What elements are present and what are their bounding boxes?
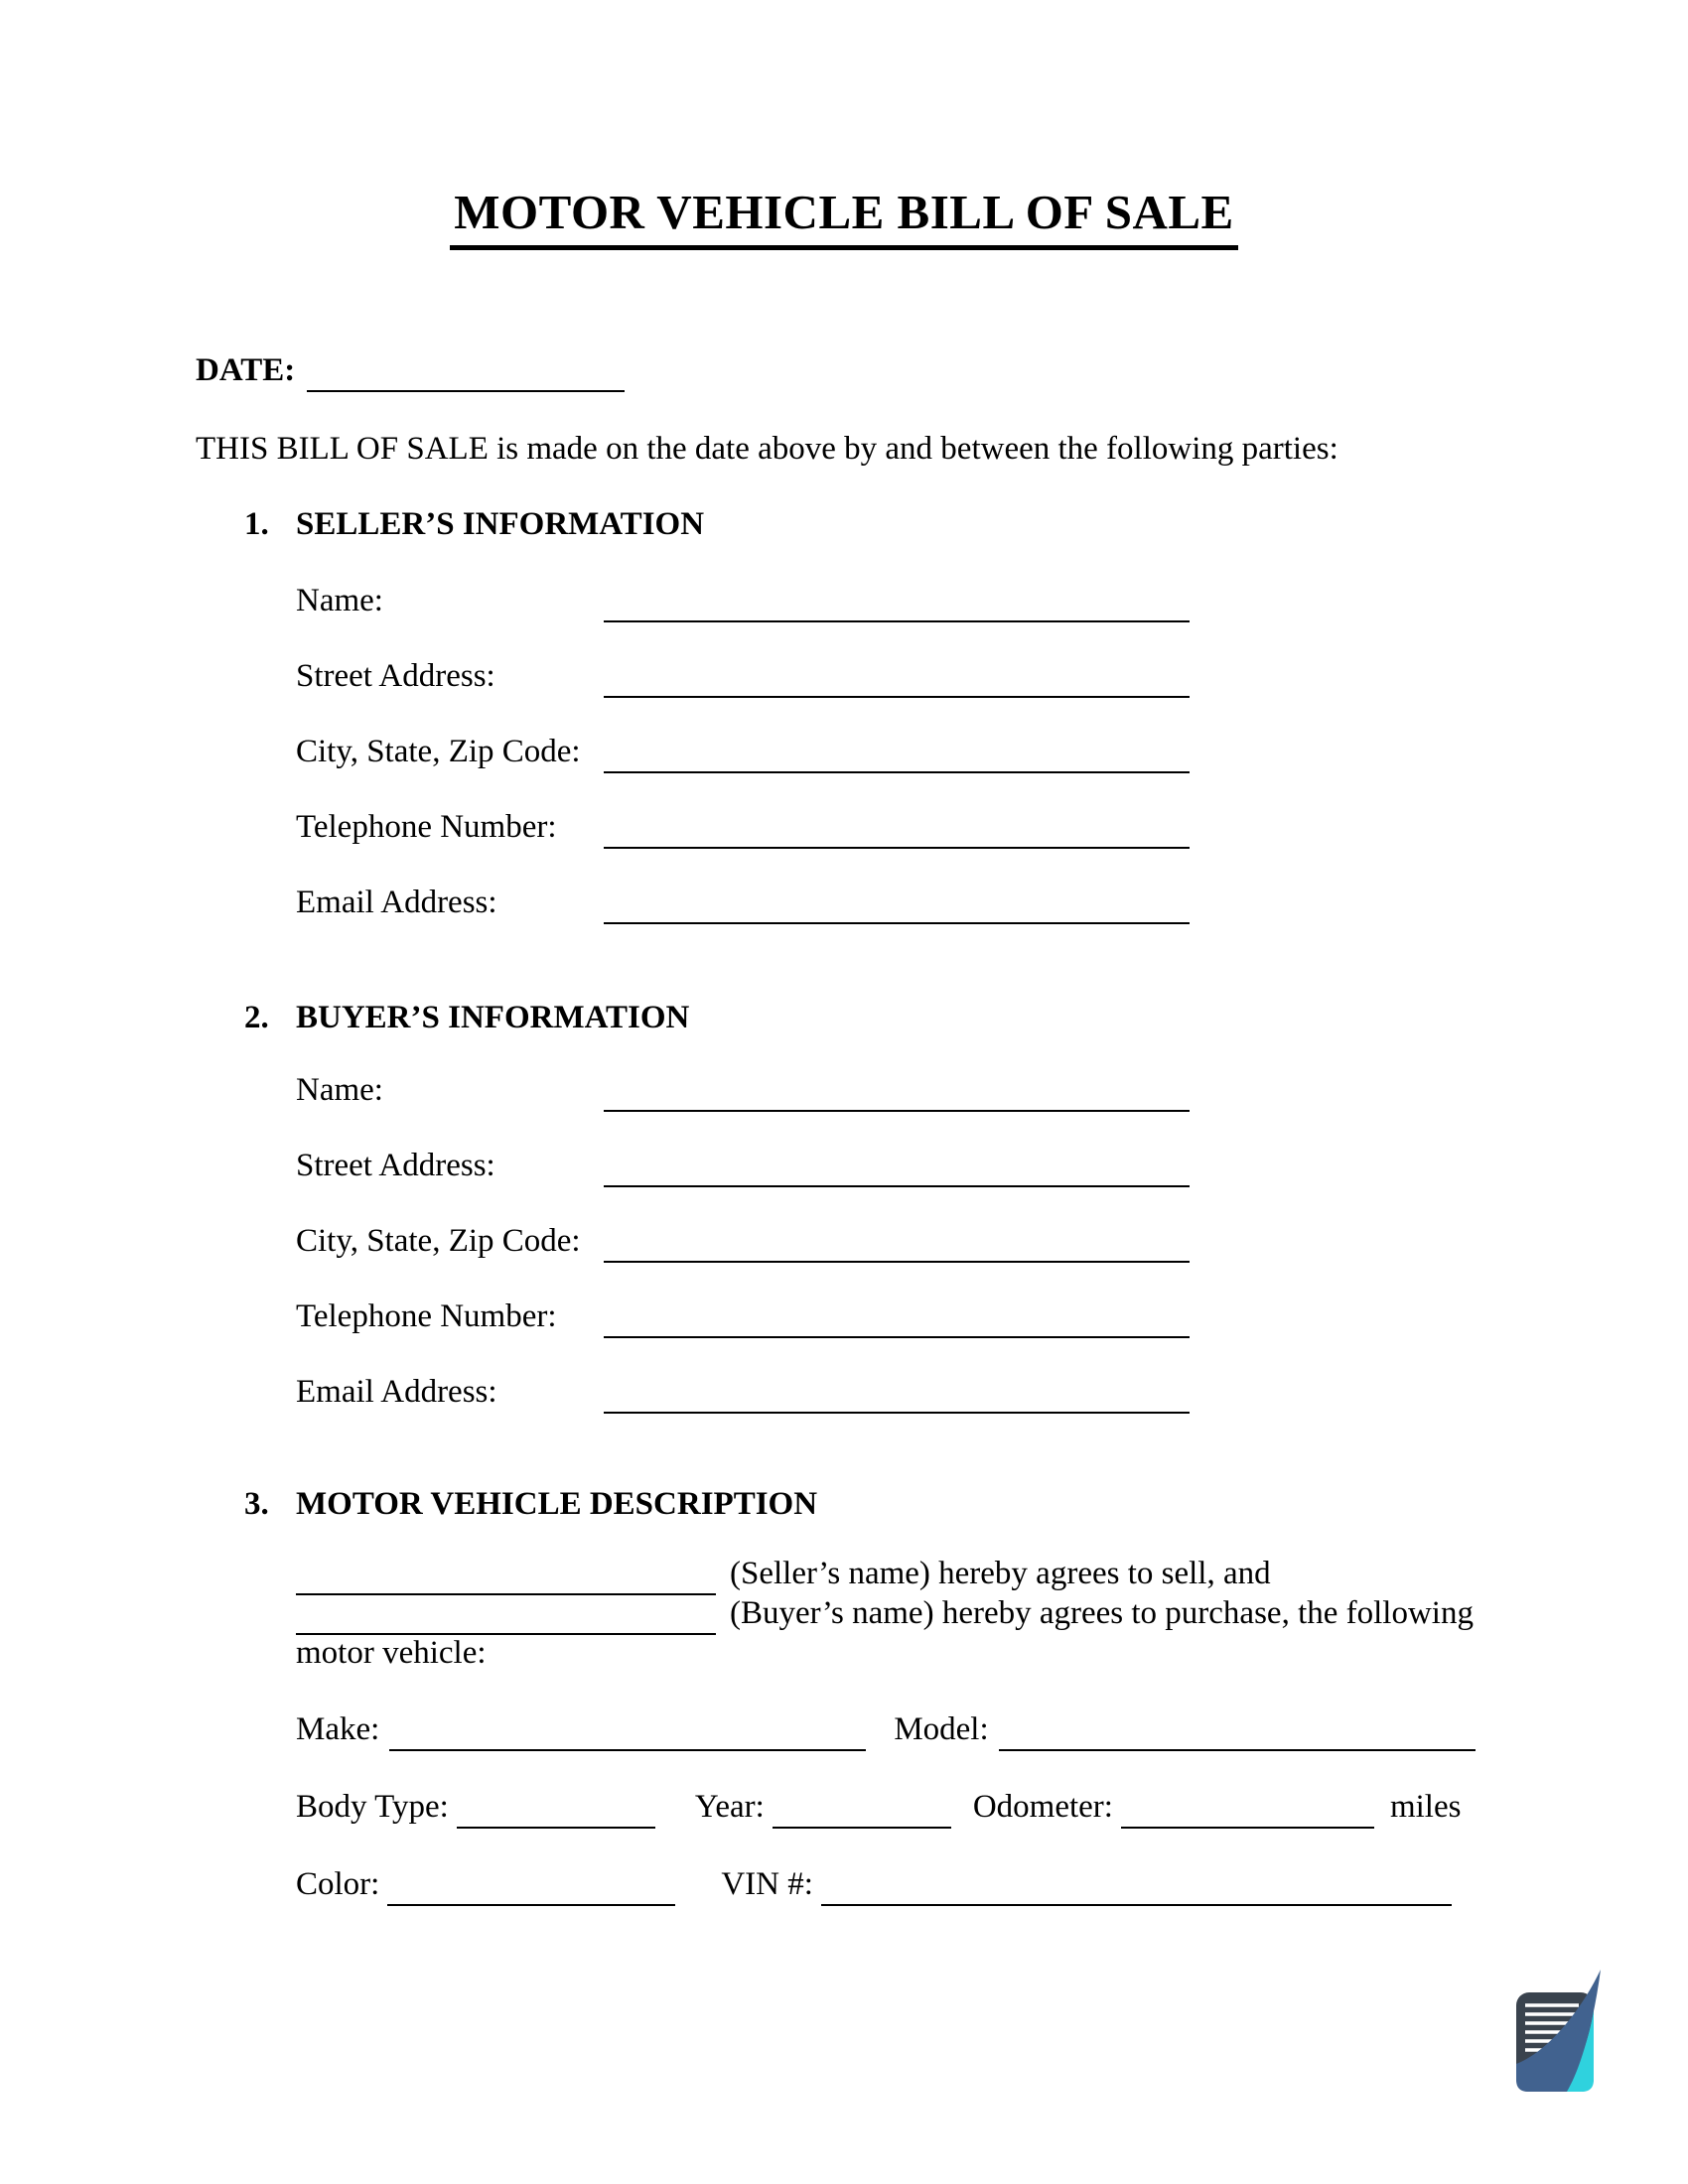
year-blank[interactable] xyxy=(773,1787,951,1829)
odometer-blank[interactable] xyxy=(1121,1787,1374,1829)
make-model-row xyxy=(296,1709,1476,1751)
color-label: Color: xyxy=(296,1866,380,1902)
model-label: Model: xyxy=(894,1711,989,1747)
buyer-email-row xyxy=(296,1372,1190,1414)
agreement-buyer-text: (Buyer’s name) hereby agrees to purchase, the following xyxy=(730,1595,1474,1631)
seller-email-label: Email Address: xyxy=(296,885,497,920)
date-label: DATE: xyxy=(196,352,296,388)
seller-street-label: Street Address: xyxy=(296,658,495,694)
agreement-buyer-line xyxy=(296,1593,1474,1635)
document-title-wrap xyxy=(0,182,1688,250)
document-title: MOTOR VEHICLE BILL OF SALE xyxy=(450,182,1237,250)
vin-label: VIN #: xyxy=(721,1866,813,1902)
section-3-header xyxy=(244,1484,817,1524)
buyer-phone-row xyxy=(296,1297,1190,1338)
seller-name-row xyxy=(296,581,1190,622)
section-1-title: SELLER’S INFORMATION xyxy=(296,506,705,542)
buyer-phone-blank[interactable] xyxy=(604,1297,1190,1338)
seller-street-blank[interactable] xyxy=(604,656,1190,698)
seller-city-blank[interactable] xyxy=(604,732,1190,773)
color-vin-row xyxy=(296,1864,1452,1906)
agreement-seller-text: (Seller’s name) hereby agrees to sell, and xyxy=(730,1556,1271,1591)
agreement-buyer-name-blank[interactable] xyxy=(296,1593,716,1635)
body-type-label: Body Type: xyxy=(296,1789,449,1825)
agreement-motor-vehicle-text: motor vehicle: xyxy=(296,1635,487,1671)
seller-street-row xyxy=(296,656,1190,698)
intro-paragraph: THIS BILL OF SALE is made on the date above by and between the following parties: xyxy=(196,431,1338,467)
buyer-phone-label: Telephone Number: xyxy=(296,1298,557,1334)
section-2-header xyxy=(244,998,689,1037)
buyer-email-blank[interactable] xyxy=(604,1372,1190,1414)
section-1-header xyxy=(244,504,704,544)
buyer-name-row xyxy=(296,1070,1190,1112)
seller-phone-blank[interactable] xyxy=(604,807,1190,849)
seller-name-blank[interactable] xyxy=(604,581,1190,622)
vin-blank[interactable] xyxy=(821,1864,1452,1906)
make-label: Make: xyxy=(296,1711,380,1747)
miles-label: miles xyxy=(1389,1789,1462,1825)
body-year-odometer-row xyxy=(296,1787,1461,1829)
formspal-logo xyxy=(1515,1968,1605,2095)
seller-name-label: Name: xyxy=(296,583,383,618)
odometer-label: Odometer: xyxy=(972,1789,1113,1825)
seller-phone-row xyxy=(296,807,1190,849)
buyer-city-row xyxy=(296,1221,1190,1263)
buyer-city-label: City, State, Zip Code: xyxy=(296,1223,581,1259)
model-blank[interactable] xyxy=(999,1709,1476,1751)
buyer-street-row xyxy=(296,1146,1190,1187)
color-blank[interactable] xyxy=(387,1864,675,1906)
date-row xyxy=(196,350,625,392)
seller-email-blank[interactable] xyxy=(604,883,1190,924)
buyer-email-label: Email Address: xyxy=(296,1374,497,1410)
body-type-blank[interactable] xyxy=(457,1787,655,1829)
agreement-seller-name-blank[interactable] xyxy=(296,1554,716,1595)
seller-email-row xyxy=(296,883,1190,924)
section-1-number: 1. xyxy=(244,506,269,542)
buyer-street-label: Street Address: xyxy=(296,1148,495,1183)
section-2-title: BUYER’S INFORMATION xyxy=(296,1000,690,1035)
make-blank[interactable] xyxy=(389,1709,866,1751)
section-3-number: 3. xyxy=(244,1486,269,1522)
buyer-name-blank[interactable] xyxy=(604,1070,1190,1112)
section-2-number: 2. xyxy=(244,1000,269,1035)
agreement-seller-line xyxy=(296,1554,1271,1595)
buyer-street-blank[interactable] xyxy=(604,1146,1190,1187)
seller-city-label: City, State, Zip Code: xyxy=(296,734,581,769)
buyer-name-label: Name: xyxy=(296,1072,383,1108)
seller-phone-label: Telephone Number: xyxy=(296,809,557,845)
year-label: Year: xyxy=(694,1789,765,1825)
section-3-title: MOTOR VEHICLE DESCRIPTION xyxy=(296,1486,818,1522)
buyer-city-blank[interactable] xyxy=(604,1221,1190,1263)
seller-city-row xyxy=(296,732,1190,773)
date-blank[interactable] xyxy=(307,350,625,392)
